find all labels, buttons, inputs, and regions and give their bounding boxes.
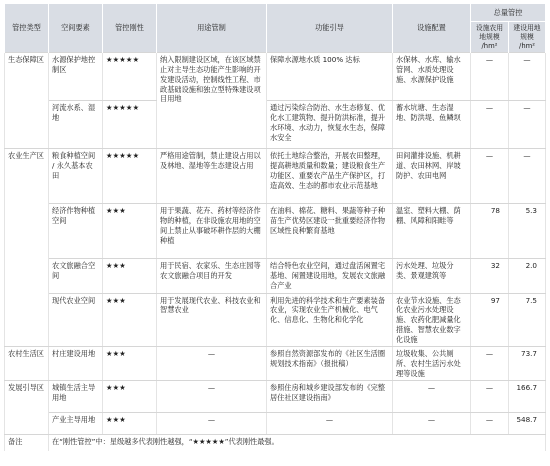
rigidity-stars: ★★★ — [103, 413, 157, 435]
cell-function: 在油料、棉花、糖料、果蔬等种子种苗生产优势区建设一批重要经济作物区域性良种繁育基地 — [267, 204, 393, 259]
cell-function: 利用先进的科学技术和生产要素装备农业，实现农业生产机械化、电气化、信息化、生物化和化学化 — [267, 293, 393, 347]
cell-function: 参照住房和城乡建设部发布的《完整居住社区建设指南》 — [267, 381, 393, 413]
cell-facilities: 蓄水坑塘、生态湿地、防洪堤、鱼鳞坝 — [393, 101, 471, 149]
cell-build-scale: 548.7 — [509, 413, 546, 435]
cell-function: — — [267, 413, 393, 435]
rigidity-stars: ★★★ — [103, 204, 157, 259]
cell-farm-scale: — — [471, 347, 509, 381]
cell-farm-scale: — — [471, 101, 509, 149]
cell-facilities: 垃圾收集、公共厕所、农村生活污水处理等设施 — [393, 347, 471, 381]
cell-facilities: 污水处理、垃圾分类、景观建筑等 — [393, 259, 471, 293]
table-row — [5, 53, 546, 101]
cell-facilities: — — [393, 381, 471, 413]
rigidity-stars: ★★★ — [103, 293, 157, 347]
cell-facilities: 田间灌排设施、机耕道、农田林网、岸坡防护、农田电网 — [393, 149, 471, 204]
cell-function: 结合特色农业空间，通过盘活闲置宅基地、闲置建设用地，发展农文旅融合产业 — [267, 259, 393, 293]
cell-usage: 用于民宿、农家乐、生态庄园等农文旅融合项目的开发 — [157, 259, 267, 293]
rigidity-stars: ★★★ — [103, 347, 157, 381]
cell-element: 现代农业空间 — [49, 293, 103, 347]
cell-farm-scale: — — [471, 53, 509, 101]
cell-function: 保障水源地水质 100% 达标 — [267, 53, 393, 101]
cell-element: 产业主导用地 — [49, 413, 103, 435]
cell-type: 生态保障区 — [5, 53, 49, 149]
cell-build-scale: 5.3 — [509, 204, 546, 259]
cell-farm-scale: 32 — [471, 259, 509, 293]
cell-element: 城镇生活主导用地 — [49, 381, 103, 413]
table-row — [5, 259, 546, 293]
note-row — [5, 435, 546, 451]
table-row — [5, 204, 546, 259]
table-row — [5, 149, 546, 204]
cell-element: 河流水系、湿地 — [49, 101, 103, 149]
cell-function: 参照自然资源部发布的《社区生活圈规划技术指南》（报批稿） — [267, 347, 393, 381]
rigidity-stars: ★★★★★ — [103, 53, 157, 101]
cell-element: 村庄建设用地 — [49, 347, 103, 381]
cell-farm-scale: 78 — [471, 204, 509, 259]
cell-usage: — — [157, 347, 267, 381]
cell-function: 依托土地综合整治，开展农田整理，提高耕地质量和数量；建设粮食生产功能区、重要农产品生产保护区，打造高效、生态的都市农业示范基地 — [267, 149, 393, 204]
cell-type: 农村生活区 — [5, 347, 49, 381]
cell-usage: 严格用途管制，禁止建设占用以及林地、湿地等生态建设占用 — [157, 149, 267, 204]
cell-facilities: 农业节水设施、生态化农业污水处理设施、农药化肥减量化措施、智慧农业数字化设施 — [393, 293, 471, 347]
spatial-control-table — [4, 4, 546, 451]
cell-build-scale: 7.5 — [509, 293, 546, 347]
table-row — [5, 381, 546, 413]
cell-farm-scale: — — [471, 381, 509, 413]
cell-function: 通过污染综合防治、水生态修复、优化水工建筑物、提升防洪标准，提升水环境、水动力，恢复水生态，保障水安全 — [267, 101, 393, 149]
cell-build-scale: — — [509, 101, 546, 149]
header-facilities: 设施配置 — [393, 4, 471, 53]
cell-build-scale: — — [509, 53, 546, 101]
rigidity-stars: ★★★★★ — [103, 149, 157, 204]
rigidity-stars: ★★★★★ — [103, 101, 157, 149]
cell-facilities: 温室、塑料大棚、荫棚、风障和阳畦等 — [393, 204, 471, 259]
header-function: 功能引导 — [267, 4, 393, 53]
cell-build-scale: — — [509, 149, 546, 204]
header-build-scale: 建设用地规模 /hm² — [509, 22, 546, 53]
cell-type: 发展引导区 — [5, 381, 49, 435]
cell-facilities: 水保林、水库、输水管网、水质处理设施、水源保护设施 — [393, 53, 471, 101]
cell-usage: 用于发展现代农业、科技农业和智慧农业 — [157, 293, 267, 347]
cell-element: 农文旅融合空间 — [49, 259, 103, 293]
header-scale-group: 总量管控 — [471, 4, 546, 22]
note-label: 备注 — [5, 435, 49, 451]
note-text: 在“刚性管控”中：星级越多代表刚性越强，“★★★★★”代表刚性最强。 — [49, 435, 546, 451]
header-farm-scale: 设施农用地规模 /hm² — [471, 22, 509, 53]
control-table-document — [4, 4, 546, 451]
cell-farm-scale: 97 — [471, 293, 509, 347]
header-rigidity: 管控刚性 — [103, 4, 157, 53]
cell-build-scale: 73.7 — [509, 347, 546, 381]
cell-usage: 纳入限制建设区域，在该区域禁止对主导生态功能产生影响的开发建设活动，控制线性工程、市政基础设施和独立型特殊建设项目用地 — [157, 53, 267, 149]
header-usage: 用途管制 — [157, 4, 267, 53]
rigidity-stars: ★★★ — [103, 381, 157, 413]
header-element: 空间要素 — [49, 4, 103, 53]
rigidity-stars: ★★★ — [103, 259, 157, 293]
cell-type: 农业生产区 — [5, 149, 49, 347]
table-row — [5, 101, 546, 149]
cell-build-scale: 166.7 — [509, 381, 546, 413]
cell-farm-scale: — — [471, 149, 509, 204]
table-row — [5, 293, 546, 347]
cell-element: 粮食种植空间 / 永久基本农田 — [49, 149, 103, 204]
table-row — [5, 347, 546, 381]
table-row — [5, 413, 546, 435]
cell-usage: — — [157, 413, 267, 435]
cell-facilities: — — [393, 413, 471, 435]
header-type: 管控类型 — [5, 4, 49, 53]
cell-element: 经济作物种植空间 — [49, 204, 103, 259]
header-row — [5, 4, 546, 22]
cell-element: 水源保护地控制区 — [49, 53, 103, 101]
cell-build-scale: 2.0 — [509, 259, 546, 293]
cell-usage: 用于果蔬、花卉、药材等经济作物的种植，在非设施农用地的空间上禁止从事破坏耕作层的大棚种植 — [157, 204, 267, 259]
cell-farm-scale: — — [471, 413, 509, 435]
cell-usage: — — [157, 381, 267, 413]
